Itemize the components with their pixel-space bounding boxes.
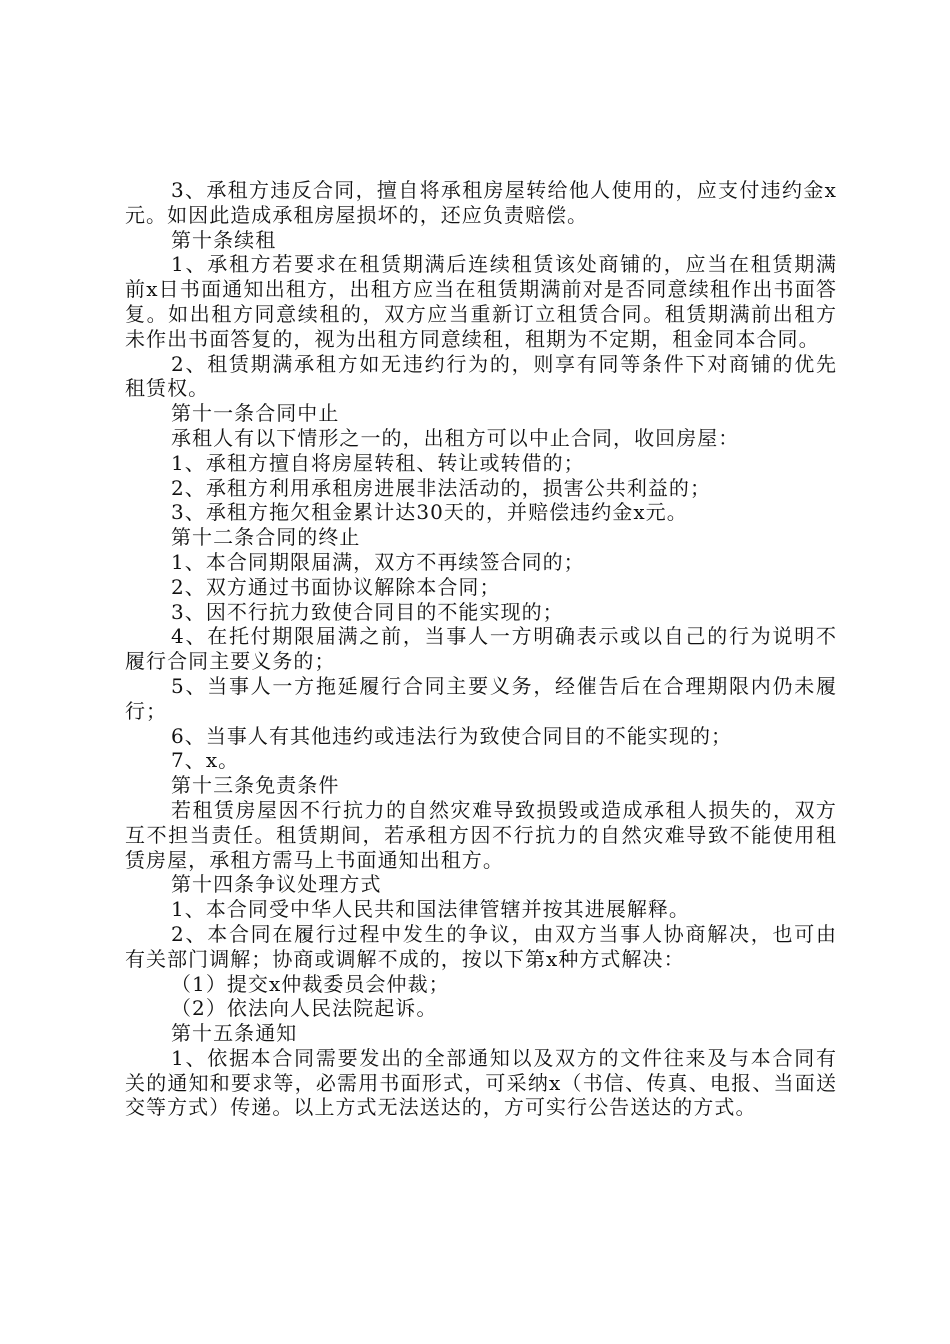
paragraph-notice-item-1: 1、依据本合同需要发出的全部通知以及双方的文件往来及与本合同有关的通知和要求等，必需用书面形式，可采纳x（书信、传真、电报、当面送交等方式）传递。以上方式无法送达的，方可实行公告送达的方式。 [125,1045,837,1120]
paragraph-dispute-item-2: 2、本合同在履行过程中发生的争议，由双方当事人协商解决，也可由有关部门调解；协商或调解不成的，按以下第x种方式解决： [125,921,837,971]
heading-article-15: 第十五条通知 [171,1021,298,1046]
paragraph-dispute-option-1: （1）提交x仲裁委员会仲裁； [171,971,450,996]
paragraph-dispute-item-1: 1、本合同受中华人民共和国法律管辖并按其进展解释。 [171,897,690,922]
heading-article-14: 第十四条争议处理方式 [171,872,382,897]
heading-article-13: 第十三条免责条件 [171,773,340,798]
paragraph-suspension-item-3: 3、承租方拖欠租金累计达30天的，并赔偿违约金x元。 [171,500,688,525]
paragraph-termination-item-1: 1、本合同期限届满，双方不再续签合同的； [171,549,585,574]
paragraph-termination-item-4: 4、在托付期限届满之前，当事人一方明确表示或以自己的行为说明不履行合同主要义务的； [125,624,837,674]
paragraph-suspension-intro: 承租人有以下情形之一的，出租方可以中止合同，收回房屋： [171,425,740,450]
paragraph-suspension-item-1: 1、承租方擅自将房屋转租、转让或转借的； [171,450,585,475]
paragraph-termination-item-5: 5、当事人一方拖延履行合同主要义务，经催告后在合理期限内仍未履行； [125,673,837,723]
paragraph-dispute-option-2: （2）依法向人民法院起诉。 [171,996,438,1021]
paragraph-termination-item-7: 7、x。 [171,748,240,773]
paragraph-renewal-item-2: 2、租赁期满承租方如无违约行为的，则享有同等条件下对商铺的优先租赁权。 [125,351,837,401]
heading-article-11: 第十一条合同中止 [171,401,340,426]
heading-article-12: 第十二条合同的终止 [171,525,361,550]
paragraph-force-majeure: 若租赁房屋因不行抗力的自然灾难导致损毁或造成承租人损失的，双方互不担当责任。租赁期间，若承租方因不行抗力的自然灾难导致不能使用租赁房屋，承租方需马上书面通知出租方。 [125,797,837,872]
paragraph-termination-item-6: 6、当事人有其他违约或违法行为致使合同目的不能实现的； [171,723,733,748]
heading-article-10: 第十条续租 [171,227,277,252]
paragraph-termination-item-3: 3、因不行抗力致使合同目的不能实现的； [171,599,564,624]
paragraph-renewal-item-1: 1、承租方若要求在租赁期满后连续租赁该处商铺的，应当在租赁期满前x日书面通知出租方，出租方应当在租赁期满前对是否同意续租作出书面答复。如出租方同意续租的，双方应当重新订立租赁合同。租赁期满前出租方未作出书面答复的，视为出租方同意续租，租期为不定期，租金同本合同。 [125,252,837,351]
paragraph-clause-9-item-3: 3、承租方违反合同，擅自将承租房屋转给他人使用的，应支付违约金x元。如因此造成承租房屋损坏的，还应负责赔偿。 [125,178,837,227]
paragraph-suspension-item-2: 2、承租方利用承租房进展非法活动的，损害公共利益的； [171,475,712,500]
paragraph-termination-item-2: 2、双方通过书面协议解除本合同； [171,574,501,599]
document-body [125,178,837,1120]
